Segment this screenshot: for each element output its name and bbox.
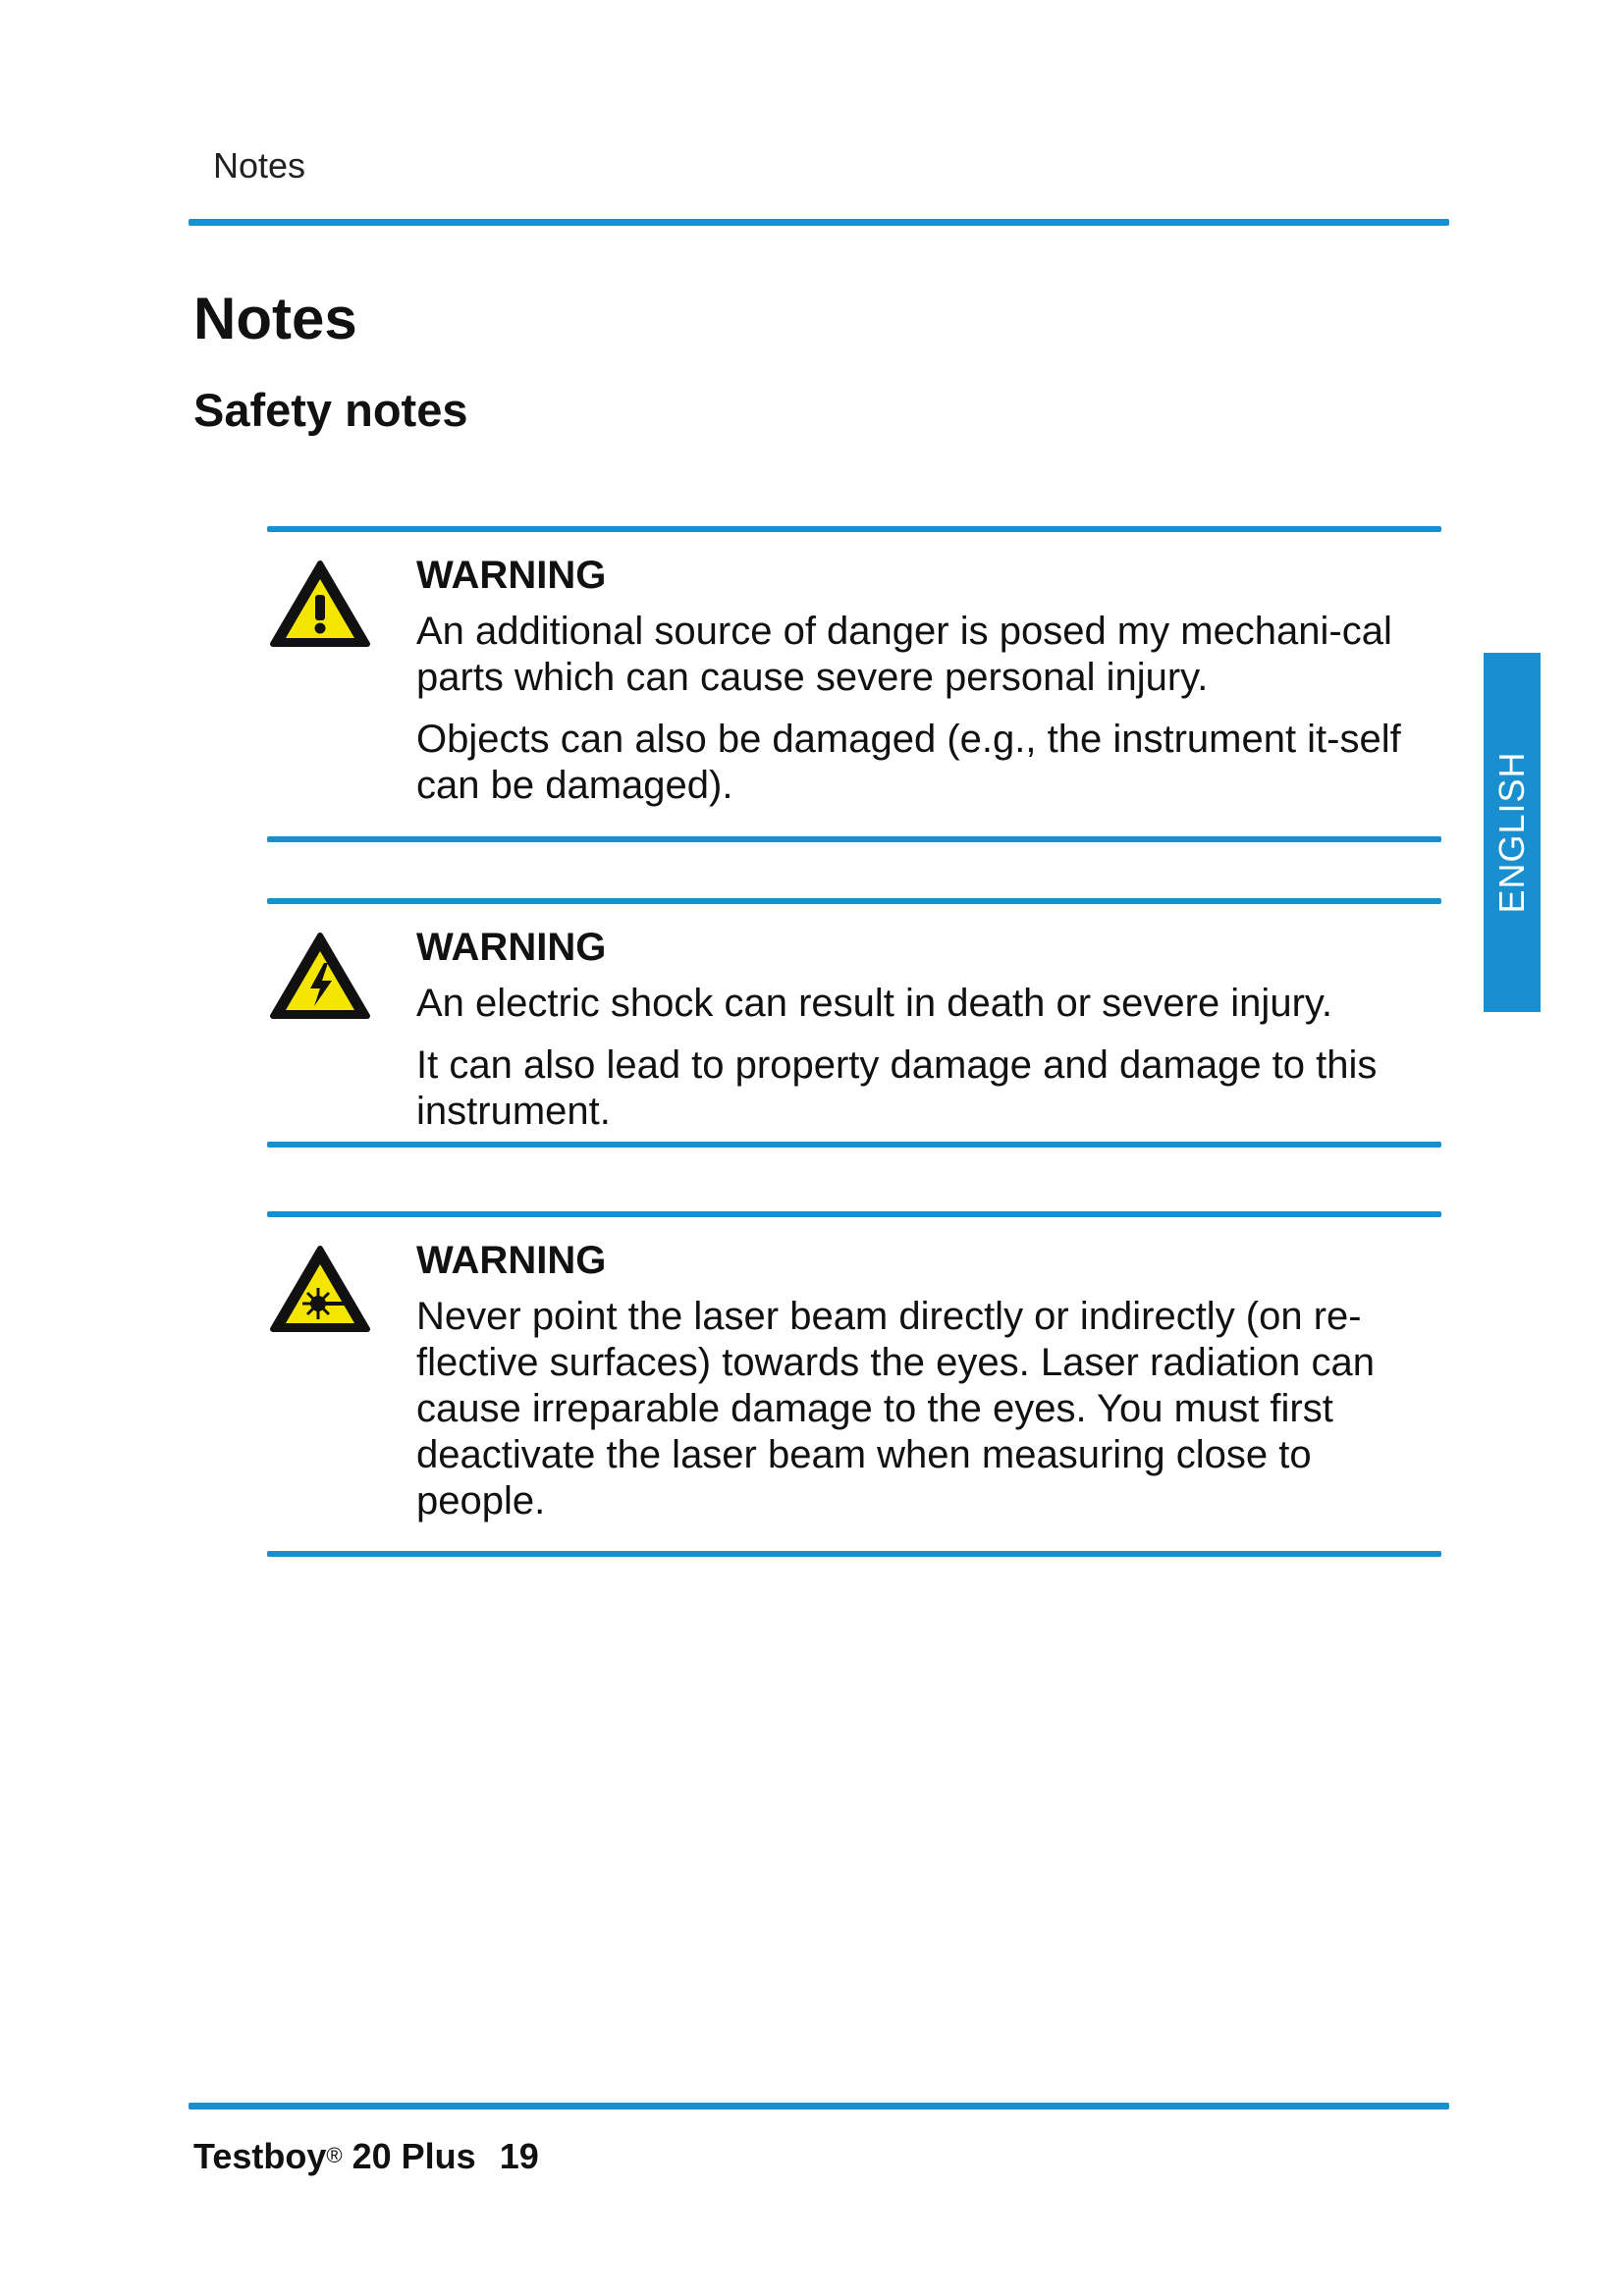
electric-shock-warning-icon — [269, 932, 371, 1022]
warning-heading: WARNING — [416, 1239, 607, 1282]
page-number: 19 — [499, 2136, 539, 2176]
product-name: Testboy — [193, 2136, 327, 2176]
warning-bottom-rule — [267, 836, 1441, 842]
section-title: Safety notes — [193, 384, 468, 436]
warning-text: It can also lead to property damage and damage to this instrument. — [416, 1043, 1378, 1133]
language-tab-label: ENGLISH — [1491, 751, 1532, 914]
product-model: 20 Plus — [352, 2136, 476, 2176]
registered-mark: ® — [326, 2143, 343, 2167]
warning-block-mechanical — [267, 526, 1441, 842]
warning-text: Never point the laser beam directly or indirectly (on re-flective surfaces) towards the eyes. Laser radiation can cause irreparable damage to the eyes. You must first deactivate the laser beam when measuring close to people. — [416, 1295, 1376, 1522]
warning-text: An electric shock can result in death or severe injury. — [416, 982, 1333, 1025]
warning-text: Objects can also be damaged (e.g., the instrument it-self can be damaged). — [416, 718, 1401, 807]
warning-block-electric — [267, 898, 1441, 1148]
language-tab — [1484, 653, 1541, 1012]
page-title: Notes — [193, 286, 357, 351]
page-footer — [193, 2136, 539, 2177]
laser-warning-icon — [269, 1245, 371, 1335]
warning-block-laser — [267, 1211, 1441, 1557]
warning-bottom-rule — [267, 1551, 1441, 1557]
header-rule — [189, 219, 1449, 226]
warning-heading: WARNING — [416, 926, 607, 969]
warning-heading: WARNING — [416, 554, 607, 597]
warning-text: An additional source of danger is posed my mechani-cal parts which can cause severe personal injury. — [416, 610, 1392, 699]
footer-rule — [189, 2103, 1449, 2109]
running-header: Notes — [213, 145, 306, 186]
warning-bottom-rule — [267, 1142, 1441, 1148]
general-warning-icon — [269, 560, 371, 650]
